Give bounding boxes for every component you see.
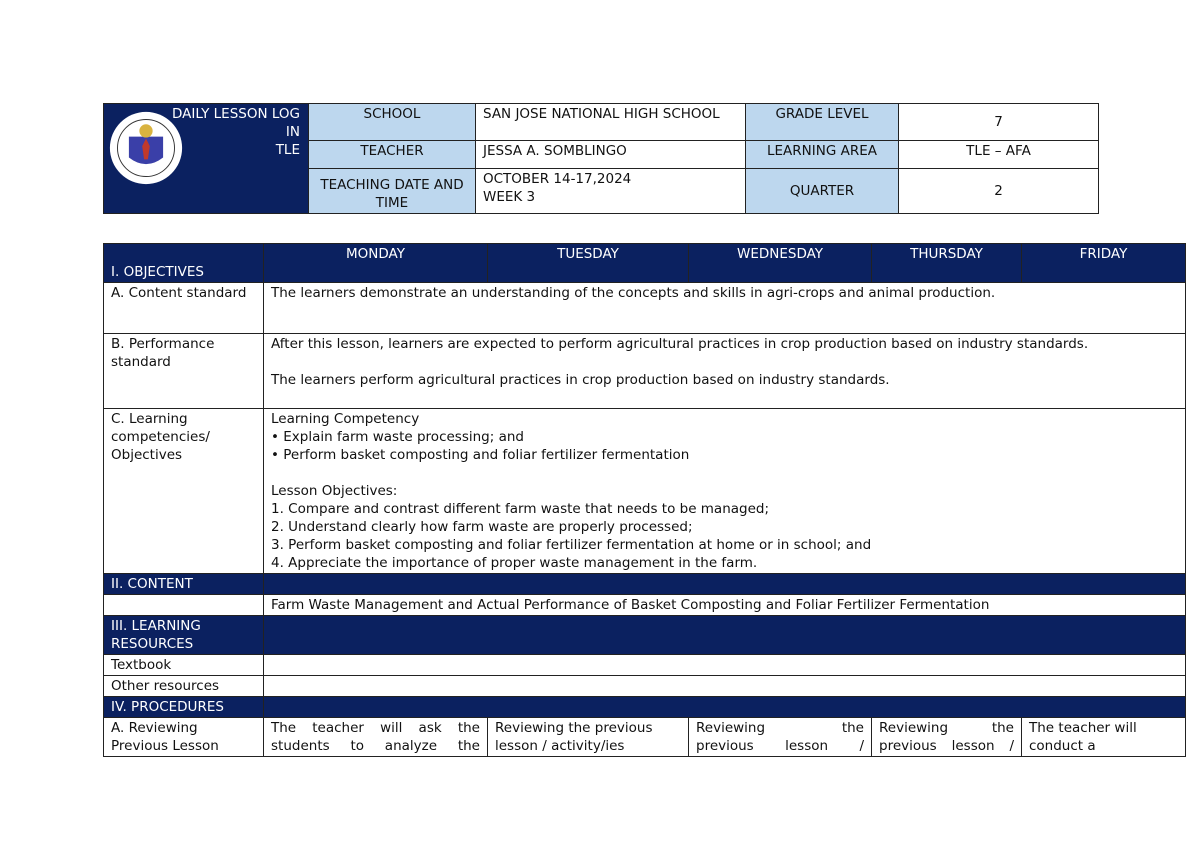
content-label-empty [104, 595, 264, 616]
performance-text-1: After this lesson, learners are expected to perform agricultural practices in crop production based on industry standards. [271, 336, 1089, 352]
content-standard-label: A. Content standard [104, 283, 264, 334]
review-text: Reviewing the [696, 720, 864, 736]
competencies-row [104, 409, 1186, 574]
lesson-objectives-heading: Lesson Objectives: [271, 483, 398, 499]
resources-heading-fill [264, 616, 1186, 655]
day-friday: FRIDAY [1022, 244, 1186, 283]
area-value: TLE – AFA [899, 141, 1099, 169]
performance-standard-text [264, 334, 1186, 409]
other-resources-row [104, 676, 1186, 697]
grade-value: 7 [899, 104, 1099, 141]
content-standard-text: The learners demonstrate an understanding of the concepts and skills in agri-crops and animal production. [264, 283, 1186, 334]
date-label: TEACHING DATE AND TIME [309, 169, 476, 214]
competencies-label-line: competencies/ [111, 429, 210, 445]
area-label: LEARNING AREA [746, 141, 899, 169]
procedures-heading-row [104, 697, 1186, 718]
performance-text-2: The learners perform agricultural practices in crop production based on industry standards. [271, 372, 890, 388]
other-resources-value [264, 676, 1186, 697]
review-text: previous lesson / [696, 738, 864, 754]
title-cell [104, 104, 309, 214]
lesson-table [103, 243, 1186, 757]
review-text: The teacher will [1029, 720, 1137, 736]
procedures-heading: IV. PROCEDURES [104, 697, 264, 718]
textbook-value [264, 655, 1186, 676]
lesson-objective: 2. Understand clearly how farm waste are properly processed; [271, 519, 693, 535]
review-monday [264, 718, 488, 757]
review-text: Reviewing the [879, 720, 1014, 736]
review-friday [1022, 718, 1186, 757]
content-row [104, 595, 1186, 616]
title-line-3: TLE [275, 142, 300, 158]
competencies-label-line: C. Learning [111, 411, 188, 427]
day-thursday: THURSDAY [872, 244, 1022, 283]
competencies-label-line: Objectives [111, 447, 183, 463]
review-text: conduct a [1029, 738, 1096, 754]
day-tuesday: TUESDAY [488, 244, 689, 283]
performance-standard-label: B. Performance standard [104, 334, 264, 409]
grade-label: GRADE LEVEL [746, 104, 899, 141]
objectives-heading: I. OBJECTIVES [104, 244, 264, 283]
date-value [476, 169, 746, 214]
title-line-1: DAILY LESSON LOG [172, 106, 300, 122]
review-wednesday [689, 718, 872, 757]
title-line-2: IN [285, 124, 300, 140]
teacher-label: TEACHER [309, 141, 476, 169]
textbook-label: Textbook [104, 655, 264, 676]
content-heading: II. CONTENT [104, 574, 264, 595]
header-table [103, 103, 1099, 214]
review-text: Reviewing the previous [495, 720, 653, 736]
content-heading-fill [264, 574, 1186, 595]
procedures-heading-fill [264, 697, 1186, 718]
quarter-value: 2 [899, 169, 1099, 214]
competency-item: • Perform basket composting and foliar fertilizer fermentation [271, 447, 690, 463]
content-text: Farm Waste Management and Actual Performance of Basket Composting and Foliar Fertilizer Fermentation [264, 595, 1186, 616]
performance-standard-row [104, 334, 1186, 409]
resources-heading-row [104, 616, 1186, 655]
competency-item: • Explain farm waste processing; and [271, 429, 524, 445]
review-row [104, 718, 1186, 757]
school-value: SAN JOSE NATIONAL HIGH SCHOOL [476, 104, 746, 141]
competency-heading: Learning Competency [271, 411, 420, 427]
day-wednesday: WEDNESDAY [689, 244, 872, 283]
other-resources-label: Other resources [104, 676, 264, 697]
review-text: The teacher will ask the [271, 720, 480, 736]
review-tuesday [488, 718, 689, 757]
content-heading-row [104, 574, 1186, 595]
week-line: WEEK 3 [483, 189, 536, 205]
day-monday: MONDAY [264, 244, 488, 283]
date-line: OCTOBER 14-17,2024 [483, 171, 632, 187]
review-thursday [872, 718, 1022, 757]
textbook-row [104, 655, 1186, 676]
lesson-objective: 1. Compare and contrast different farm waste that needs to be managed; [271, 501, 770, 517]
days-row [104, 244, 1186, 283]
review-label: A. Reviewing Previous Lesson [104, 718, 264, 757]
quarter-label: QUARTER [746, 169, 899, 214]
resources-heading: III. LEARNING RESOURCES [104, 616, 264, 655]
school-label: SCHOOL [309, 104, 476, 141]
deped-seal-icon [108, 110, 184, 186]
content-standard-row [104, 283, 1186, 334]
review-text: lesson / activity/ies [495, 738, 625, 754]
lesson-objective: 3. Perform basket composting and foliar fertilizer fermentation at home or in school; and [271, 537, 872, 553]
competencies-text [264, 409, 1186, 574]
review-text: students to analyze the [271, 738, 480, 754]
competencies-label [104, 409, 264, 574]
lesson-objective: 4. Appreciate the importance of proper waste management in the farm. [271, 555, 758, 571]
teacher-value: JESSA A. SOMBLINGO [476, 141, 746, 169]
review-text: previous lesson / [879, 738, 1014, 754]
